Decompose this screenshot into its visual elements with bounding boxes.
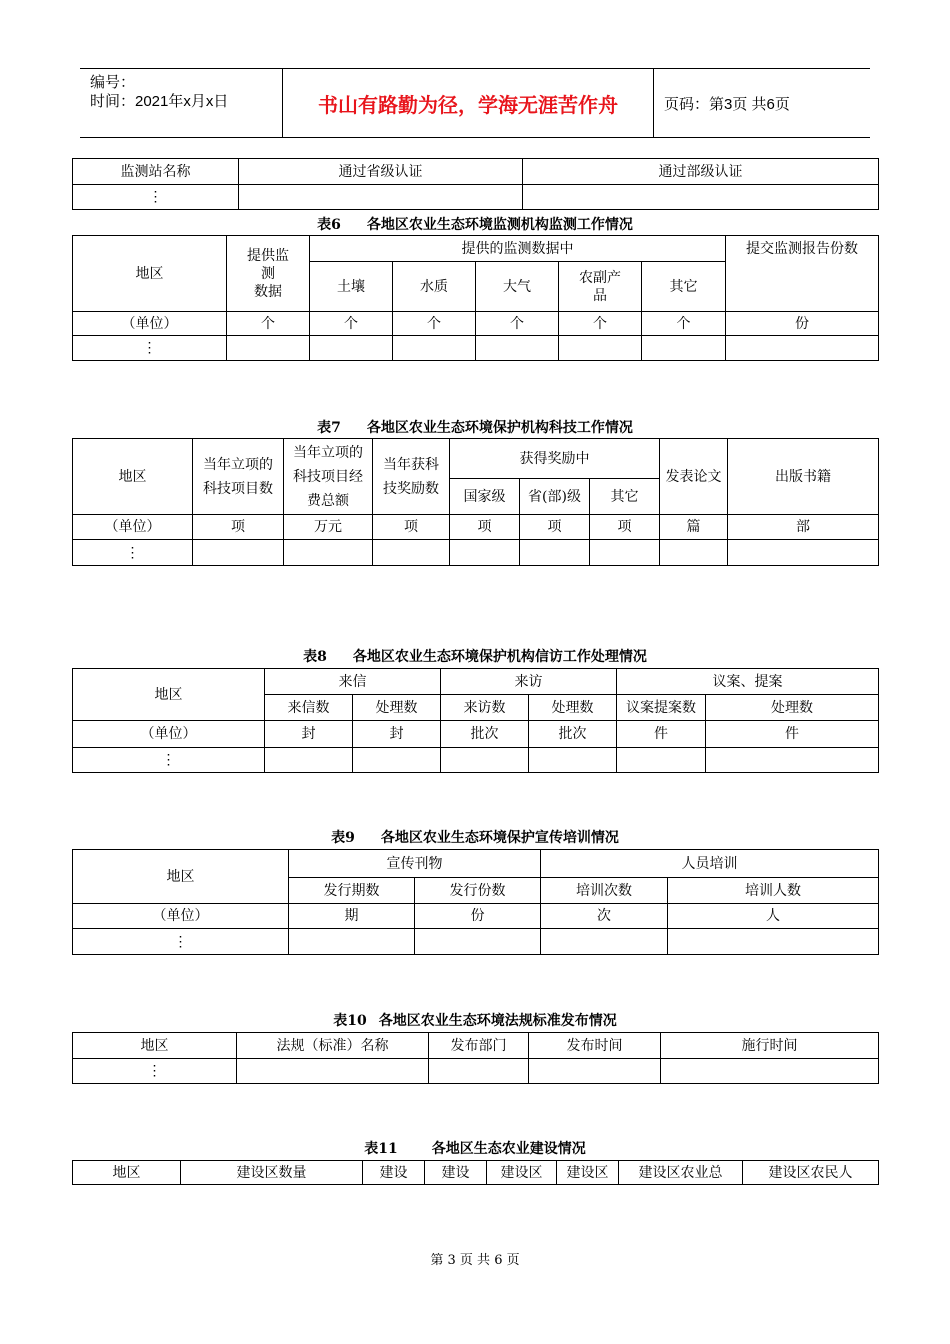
unit-cell: 期 [289, 904, 415, 929]
page-footer: 第 3 页 共 6 页 [430, 1253, 520, 1268]
ellipsis-cell: ⋮ [73, 1059, 237, 1084]
table8-title: 各地区农业生态环境保护机构信访工作处理情况 [352, 649, 647, 665]
th-effective-date: 施行时间 [661, 1033, 879, 1059]
th-proposal-handled: 处理数 [706, 695, 879, 721]
table11-title: 各地区生态农业建设情况 [431, 1141, 586, 1157]
th-region: 地区 [73, 1161, 181, 1185]
monitoring-station-table [72, 158, 879, 210]
th-air: 大气 [476, 262, 559, 312]
doc-time-label: 时间：2021年x月x日 [90, 93, 229, 110]
table11-caption [72, 1138, 878, 1158]
th-issue-date: 发布时间 [529, 1033, 661, 1059]
th-provide-data: 提供监 测 数据 [227, 236, 310, 312]
unit-cell: 项 [373, 515, 450, 540]
unit-cell: 万元 [284, 515, 373, 540]
unit-cell: 件 [706, 721, 879, 748]
th-provincial: 省(部)级 [520, 479, 590, 515]
th-col: 建设区 [487, 1161, 557, 1185]
table10 [72, 1032, 879, 1084]
table6-title: 各地区农业生态环境监测机构监测工作情况 [366, 217, 633, 233]
unit-cell: 项 [590, 515, 660, 540]
th-issuing-dept: 发布部门 [429, 1033, 529, 1059]
table10-number: 表10 [333, 1013, 367, 1029]
table6 [72, 235, 879, 361]
doc-number-label: 编号： [90, 74, 136, 91]
unit-cell: 项 [450, 515, 520, 540]
unit-label: （单位） [73, 904, 289, 929]
ellipsis-cell: ⋮ [73, 929, 289, 955]
table11 [72, 1160, 879, 1185]
th-proposals: 议案、提案 [617, 669, 879, 695]
unit-cell: 项 [520, 515, 590, 540]
th-copies: 发行份数 [415, 878, 541, 904]
unit-cell: 次 [541, 904, 668, 929]
th-agri-products: 农副产 品 [559, 262, 642, 312]
unit-cell: 个 [559, 312, 642, 336]
unit-label: （单位） [73, 515, 193, 540]
th-col: 建设 [425, 1161, 487, 1185]
table9-number: 表9 [331, 830, 355, 846]
table6-caption [72, 214, 878, 234]
th-station-name: 监测站名称 [73, 159, 239, 185]
table9 [72, 849, 879, 955]
table11-number: 表11 [364, 1141, 398, 1157]
table8 [72, 668, 879, 773]
th-region: 地区 [73, 439, 193, 515]
unit-cell: 份 [726, 312, 879, 336]
th-visit-handled: 处理数 [529, 695, 617, 721]
unit-cell: 人 [668, 904, 879, 929]
page-header [80, 68, 870, 138]
th-papers: 发表论文 [660, 439, 728, 515]
table6-number: 表6 [317, 217, 341, 233]
table9-title: 各地区农业生态环境保护宣传培训情况 [380, 830, 619, 846]
th-letters: 来信 [265, 669, 441, 695]
th-sessions: 培训次数 [541, 878, 668, 904]
table8-caption [72, 646, 878, 666]
th-water: 水质 [393, 262, 476, 312]
table9-caption [72, 827, 878, 847]
ellipsis-cell: ⋮ [73, 748, 265, 773]
th-award-count: 当年获科 技奖励数 [373, 439, 450, 515]
th-col: 建设区 [557, 1161, 619, 1185]
th-visit-count: 来访数 [441, 695, 529, 721]
unit-cell: 封 [353, 721, 441, 748]
unit-cell: 个 [476, 312, 559, 336]
unit-cell: 个 [642, 312, 726, 336]
unit-label: （单位） [73, 721, 265, 748]
th-project-funds: 当年立项的 科技项目经 费总额 [284, 439, 373, 515]
ellipsis-cell: ⋮ [73, 540, 193, 566]
unit-cell: 份 [415, 904, 541, 929]
unit-cell: 批次 [441, 721, 529, 748]
header-slogan: 书山有路勤为径，学海无涯苦作舟 [282, 69, 654, 137]
th-other: 其它 [590, 479, 660, 515]
th-agri-total: 建设区农业总 [619, 1161, 743, 1185]
ellipsis-cell: ⋮ [73, 336, 227, 361]
th-visits: 来访 [441, 669, 617, 695]
th-ministry-cert: 通过部级认证 [523, 159, 879, 185]
th-zone-count: 建设区数量 [181, 1161, 363, 1185]
th-region: 地区 [73, 1033, 237, 1059]
th-proposal-count: 议案提案数 [617, 695, 706, 721]
th-region: 地区 [73, 669, 265, 721]
unit-cell: 封 [265, 721, 353, 748]
unit-cell: 个 [310, 312, 393, 336]
th-letter-handled: 处理数 [353, 695, 441, 721]
unit-cell: 件 [617, 721, 706, 748]
th-project-count: 当年立项的 科技项目数 [193, 439, 284, 515]
th-letter-count: 来信数 [265, 695, 353, 721]
header-meta [80, 69, 282, 137]
th-issues: 发行期数 [289, 878, 415, 904]
th-farmer-per-capita: 建设区农民人 [743, 1161, 879, 1185]
th-provincial-cert: 通过省级认证 [239, 159, 523, 185]
th-region: 地区 [73, 850, 289, 904]
unit-cell: 批次 [529, 721, 617, 748]
th-report-count: 提交监测报告份数 [726, 236, 879, 312]
th-regulation-name: 法规（标准）名称 [237, 1033, 429, 1059]
th-col: 建设 [363, 1161, 425, 1185]
table8-number: 表8 [303, 649, 327, 665]
header-page-label: 页码：第3页 共6页 [664, 95, 790, 113]
table7-number: 表7 [317, 420, 341, 436]
th-people: 培训人数 [668, 878, 879, 904]
table7-caption [72, 417, 878, 437]
unit-cell: 个 [393, 312, 476, 336]
th-publications: 宣传刊物 [289, 850, 541, 878]
th-training: 人员培训 [541, 850, 879, 878]
th-data-group: 提供的监测数据中 [310, 236, 726, 262]
unit-label: （单位） [73, 312, 227, 336]
unit-cell: 项 [193, 515, 284, 540]
unit-cell: 篇 [660, 515, 728, 540]
th-soil: 土壤 [310, 262, 393, 312]
table7-title: 各地区农业生态环境保护机构科技工作情况 [366, 420, 633, 436]
table7 [72, 438, 879, 566]
th-national: 国家级 [450, 479, 520, 515]
th-other: 其它 [642, 262, 726, 312]
ellipsis-cell: ⋮ [73, 185, 239, 210]
th-books: 出版书籍 [728, 439, 879, 515]
unit-cell: 个 [227, 312, 310, 336]
unit-cell: 部 [728, 515, 879, 540]
th-region: 地区 [73, 236, 227, 312]
table10-caption [72, 1010, 878, 1030]
th-award-group: 获得奖励中 [450, 439, 660, 479]
table10-title: 各地区农业生态环境法规标准发布情况 [378, 1013, 617, 1029]
